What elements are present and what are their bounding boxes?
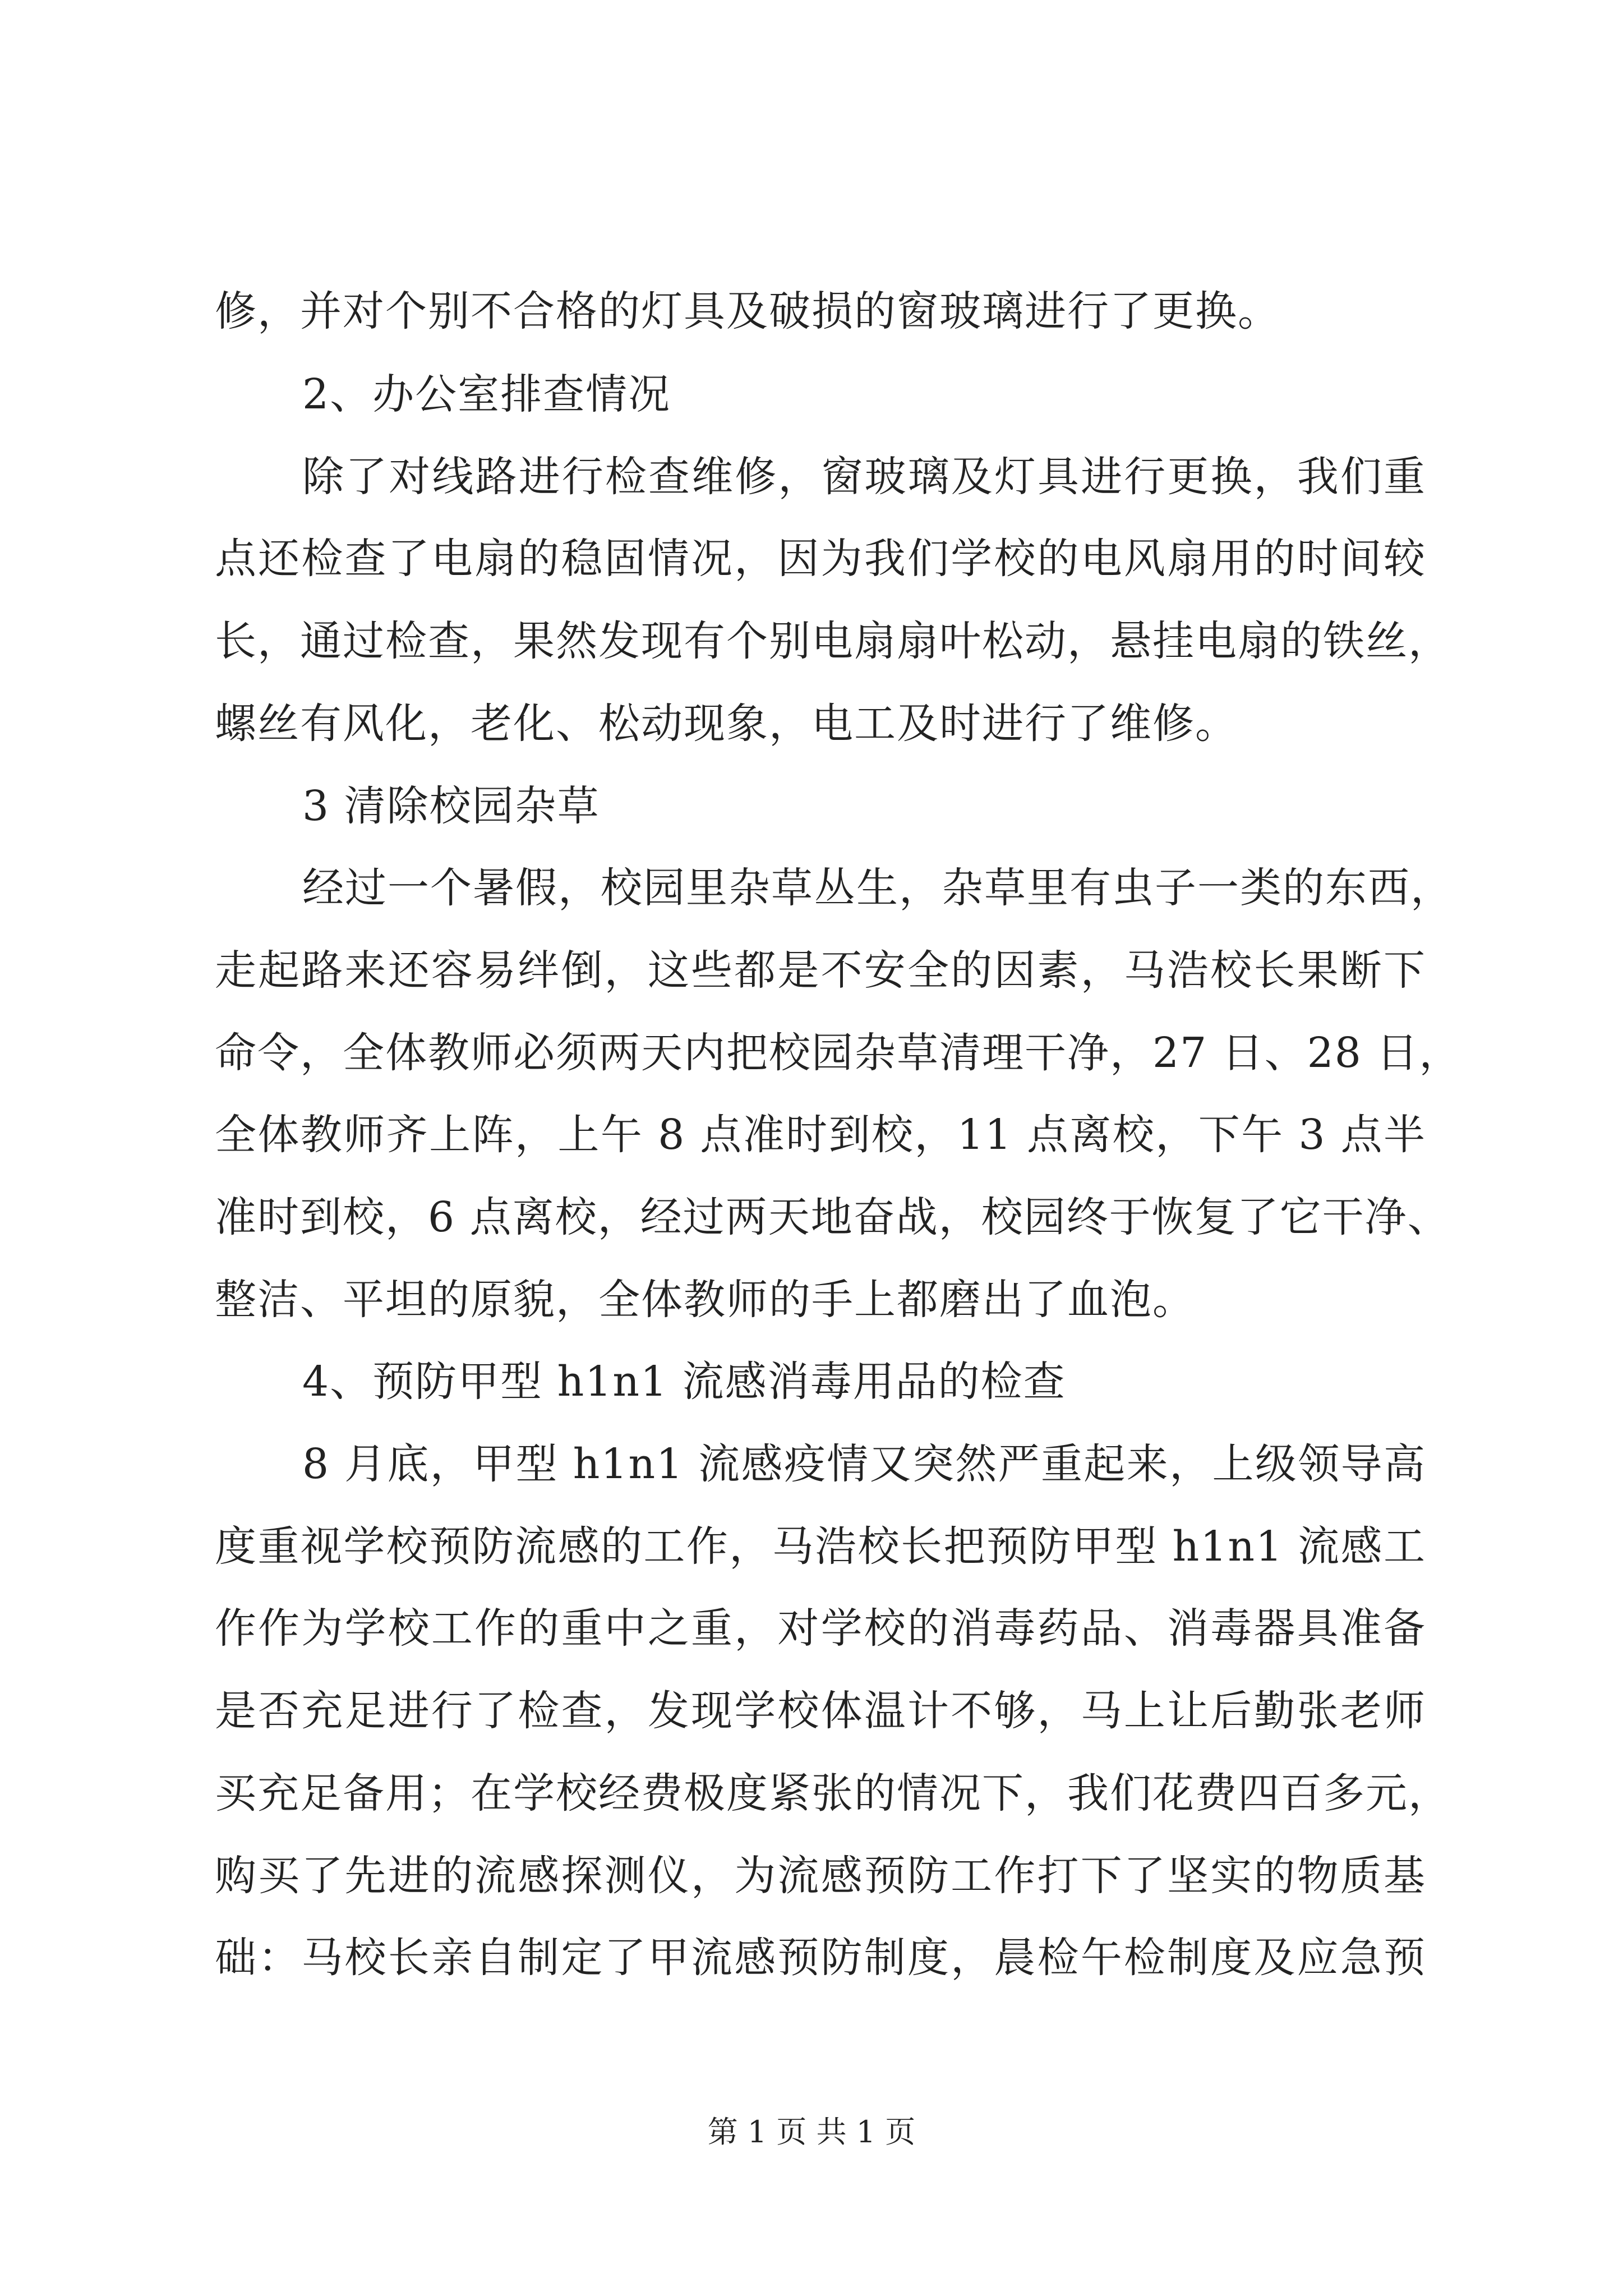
section-heading: 3 清除校园杂草 [302,782,600,830]
text-line: 购买了先进的流感探测仪，为流感预防工作打下了坚实的物质基 [215,1852,1426,1900]
text-line: 整洁、平坦的原貌，全体教师的手上都磨出了血泡。 [215,1276,1195,1324]
text-line: 是否充足进行了检查，发现学校体温计不够，马上让后勤张老师 [215,1687,1426,1735]
page-number-footer: 第 1 页 共 1 页 [707,2114,916,2150]
section-heading: 4、预防甲型 h1n1 流感消毒用品的检查 [302,1358,1066,1406]
text-line: 经过一个暑假，校园里杂草丛生，杂草里有虫子一类的东西， [302,864,1453,912]
text-line: 买充足备用；在学校经费极度紧张的情况下，我们花费四百多元， [215,1769,1451,1818]
text-line: 度重视学校预防流感的工作，马浩校长把预防甲型 h1n1 流感工 [215,1522,1426,1571]
text-line: 螺丝有风化，老化、松动现象，电工及时进行了维修。 [215,700,1238,748]
text-line: 全体教师齐上阵，上午 8 点准时到校，11 点离校，下午 3 点半 [215,1111,1426,1159]
section-heading: 2、办公室排查情况 [302,370,671,418]
text-line: 作作为学校工作的重中之重，对学校的消毒药品、消毒器具准备 [215,1604,1426,1653]
text-line: 础：马校长亲自制定了甲流感预防制度，晨检午检制度及应急预 [215,1934,1426,1982]
text-line: 走起路来还容易绊倒，这些都是不安全的因素，马浩校长果断下 [215,946,1426,995]
text-line: 准时到校，6 点离校，经过两天地奋战，校园终于恢复了它干净、 [215,1193,1450,1241]
text-line: 除了对线路进行检查维修，窗玻璃及灯具进行更换，我们重 [302,453,1426,501]
text-line: 点还检查了电扇的稳固情况，因为我们学校的电风扇用的时间较 [215,535,1426,583]
text-line: 修，并对个别不合格的灯具及破损的窗玻璃进行了更换。 [215,287,1280,335]
text-line: 8 月底，甲型 h1n1 流感疫情又突然严重起来，上级领导高 [302,1440,1426,1488]
text-line: 命令，全体教师必须两天内把校园杂草清理干净，27 日、28 日， [215,1029,1462,1077]
text-line: 长，通过检查，果然发现有个别电扇扇叶松动，悬挂电扇的铁丝， [215,617,1451,665]
